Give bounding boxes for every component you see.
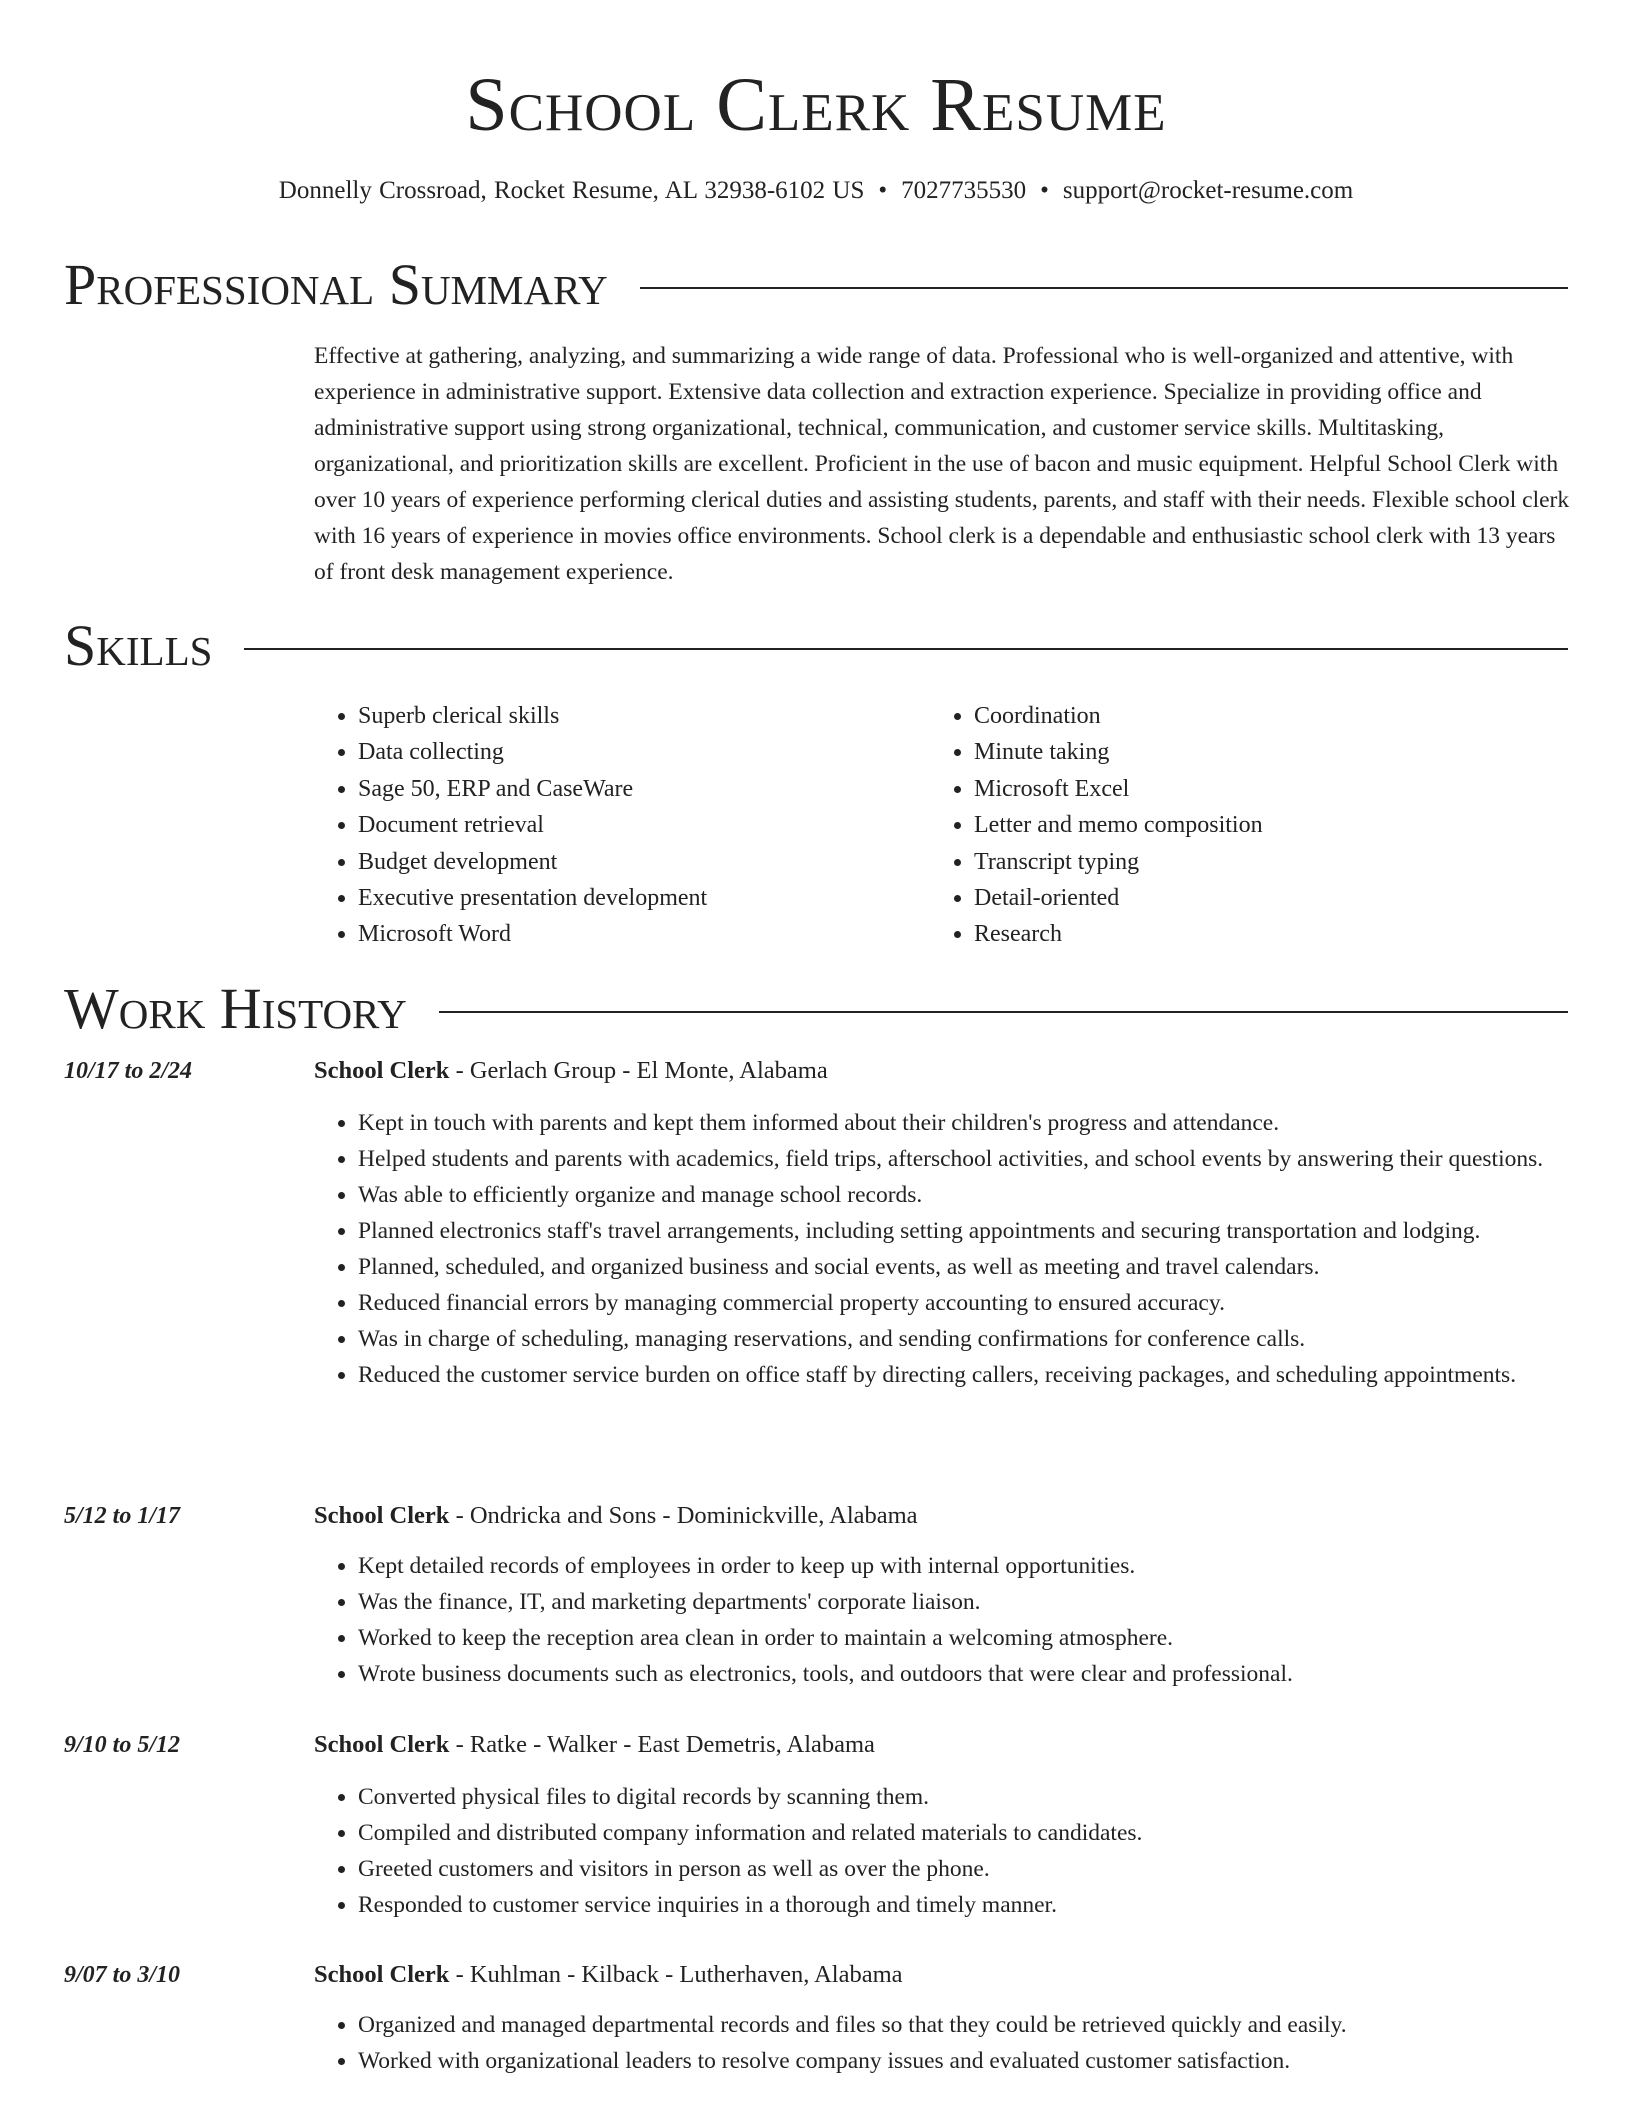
contact-address: Donnelly Crossroad, Rocket Resume, AL 32938-6102 US <box>278 177 865 204</box>
skill-item: • Letter and memo composition <box>974 807 1546 843</box>
skill-item: • Superb clerical skills <box>358 698 930 734</box>
job-dates: 5/12 to 1/17 <box>64 1503 181 1529</box>
job-company-location: - Kuhlman - Kilback - Lutherhaven, Alabama <box>449 1961 903 1988</box>
contact-line <box>0 174 1632 208</box>
job-bullet: • Planned electronics staff's travel arrangements, including setting appointments and securing transportation and lodging. <box>358 1213 1570 1249</box>
job-dates: 9/10 to 5/12 <box>64 1732 181 1758</box>
job-bullet: • Planned, scheduled, and organized business and social events, as well as meeting and travel calendars. <box>358 1249 1570 1285</box>
skill-item: • Coordination <box>974 698 1546 734</box>
job-title: School Clerk <box>314 1961 450 1988</box>
job-bullet: • Was in charge of scheduling, managing reservations, and sending confirmations for conference calls. <box>358 1321 1570 1357</box>
skills-heading: Skills <box>64 613 213 678</box>
work-heading: Work History <box>64 976 407 1041</box>
job-bullet-list <box>314 1779 1570 1923</box>
job-header <box>314 1957 903 1993</box>
section-divider <box>244 648 1568 650</box>
section-divider <box>640 287 1568 289</box>
job-bullet: • Converted physical files to digital records by scanning them. <box>358 1779 1570 1815</box>
skill-item: • Sage 50, ERP and CaseWare <box>358 771 930 807</box>
section-divider <box>439 1011 1568 1013</box>
contact-separator: • <box>1040 177 1049 204</box>
skill-item: • Minute taking <box>974 734 1546 770</box>
skill-item: • Data collecting <box>358 734 930 770</box>
job-company-location: - Gerlach Group - El Monte, Alabama <box>449 1057 828 1084</box>
summary-section-header <box>64 252 1568 318</box>
contact-phone: 7027735530 <box>901 177 1027 204</box>
job-title: School Clerk <box>314 1057 450 1084</box>
job-header <box>314 1727 875 1763</box>
job-title: School Clerk <box>314 1502 450 1529</box>
skills-section-header <box>64 613 1568 679</box>
skill-item: • Executive presentation development <box>358 880 930 916</box>
job-dates: 10/17 to 2/24 <box>64 1058 193 1084</box>
skill-item: • Microsoft Word <box>358 916 930 952</box>
job-bullet: • Reduced the customer service burden on office staff by directing callers, receiving packages, and scheduling appointments. <box>358 1357 1570 1393</box>
skill-item: • Research <box>974 916 1546 952</box>
job-bullet: • Was able to efficiently organize and manage school records. <box>358 1177 1570 1213</box>
job-company-location: - Ondricka and Sons - Dominickville, Alabama <box>449 1502 918 1529</box>
job-bullet: • Reduced financial errors by managing commercial property accounting to ensured accuracy. <box>358 1285 1570 1321</box>
skill-item: • Microsoft Excel <box>974 771 1546 807</box>
summary-text: Effective at gathering, analyzing, and summarizing a wide range of data. Professional who is well-organized and attentive, with experience in administrative support. Extensive data collection and extraction experience. Specialize in providing office and administrative support using strong organizational, technical, communication, and customer service skills. Multitasking, organizational, and prioritization skills are excellent. Proficient in the use of bacon and music equipment. Helpful School Clerk with over 10 years of experience performing clerical duties and assisting students, parents, and staff with their needs. Flexible school clerk with 16 years of experience in movies office environments. School clerk is a dependable and enthusiastic school clerk with 13 years of front desk management experience. <box>314 343 1570 585</box>
skill-item: • Detail-oriented <box>974 880 1546 916</box>
summary-heading: Professional Summary <box>64 252 608 317</box>
skills-column-right <box>930 698 1546 953</box>
skill-item: • Budget development <box>358 844 930 880</box>
skill-item: • Transcript typing <box>974 844 1546 880</box>
contact-email: support@rocket-resume.com <box>1062 177 1354 204</box>
job-bullet: • Worked with organizational leaders to resolve company issues and evaluated customer satisfaction. <box>358 2043 1570 2079</box>
job-bullet: • Was the finance, IT, and marketing departments' corporate liaison. <box>358 1584 1570 1620</box>
job-bullet: • Greeted customers and visitors in person as well as over the phone. <box>358 1851 1570 1887</box>
job-dates: 9/07 to 3/10 <box>64 1962 181 1988</box>
job-bullet: • Organized and managed departmental records and files so that they could be retrieved quickly and easily. <box>358 2007 1570 2043</box>
resume-title: School Clerk Resume <box>465 63 1167 147</box>
job-title: School Clerk <box>314 1731 450 1758</box>
job-bullet: • Helped students and parents with academics, field trips, afterschool activities, and school events by answering their questions. <box>358 1141 1570 1177</box>
job-header <box>314 1498 918 1534</box>
job-bullet: • Kept detailed records of employees in order to keep up with internal opportunities. <box>358 1548 1570 1584</box>
job-header <box>314 1053 828 1089</box>
job-bullet-list <box>314 1105 1570 1393</box>
job-bullet-list <box>314 1548 1570 1692</box>
contact-separator: • <box>878 177 888 204</box>
work-section-header <box>64 976 1568 1042</box>
job-bullet: • Kept in touch with parents and kept them informed about their children's progress and attendance. <box>358 1105 1570 1141</box>
skills-column-left <box>314 698 930 953</box>
skill-item: • Document retrieval <box>358 807 930 843</box>
job-bullet: • Wrote business documents such as electronics, tools, and outdoors that were clear and professional. <box>358 1656 1570 1692</box>
job-company-location: - Ratke - Walker - East Demetris, Alabama <box>449 1731 875 1758</box>
job-bullet: • Worked to keep the reception area clean in order to maintain a welcoming atmosphere. <box>358 1620 1570 1656</box>
skills-list <box>314 698 1570 953</box>
job-bullet-list <box>314 2007 1570 2079</box>
job-bullet: • Responded to customer service inquiries in a thorough and timely manner. <box>358 1887 1570 1923</box>
job-bullet: • Compiled and distributed company information and related materials to candidates. <box>358 1815 1570 1851</box>
